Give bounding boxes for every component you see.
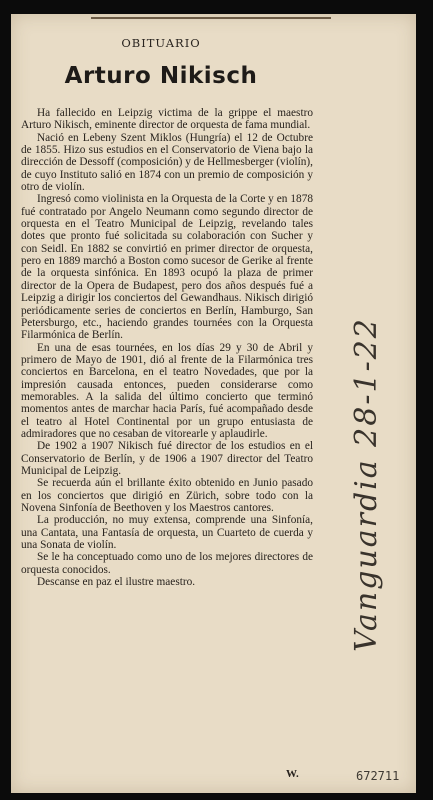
article-title: Arturo Nikisch [64, 63, 258, 89]
paragraph-6: Se recuerda aún el brillante éxito obtenido en Junio pasado en los conciertos que dirigió en Zürich, sobre todo con la Novena Sinfonía de Beethoven y los Maestros cantores. [21, 477, 313, 514]
catalog-number: 672711 [356, 769, 400, 783]
top-rule [91, 17, 331, 19]
handwritten-note-text: Vanguardia 28-1-22 [348, 316, 384, 652]
paragraph-4: En una de esas tournées, en los días 29 y 30 de Abril y primero de Mayo de 1901, dió al frente de la Filarmónica tres conciertos en Barcelona, en el teatro Novedades, que por la impresión causada entonces, pueden considerarse como memorables. A la salida del último concierto que terminó momentos antes de marchar hacia París, fué acompañado desde el teatro al Hotel Continental por un grupo entusiasta de admiradores que no cesaban de vitorearle y aplaudirle. [21, 341, 313, 440]
newspaper-clipping [11, 14, 416, 793]
paragraph-1: Ha fallecido en Leipzig victima de la grippe el maestro Arturo Nikisch, eminente director de orquesta de fama mundial. [21, 107, 313, 132]
paragraph-7: La producción, no muy extensa, comprende una Sinfonía, una Cantata, una Fantasía de orquesta, un Cuarteto de cuerda y una Sonata de violín. [21, 514, 313, 552]
paragraph-5: De 1902 a 1907 Nikisch fué director de los estudios en el Conservatorio de Berlín, y de 1906 a 1907 director del Teatro Municipal de Leipzig. [21, 440, 313, 477]
paragraph-9: Descanse en paz el ilustre maestro. [37, 576, 196, 589]
paragraph-3: Ingresó como violinista en la Orquesta de la Corte y en 1878 fué contratado por Angelo Neumann como segundo director de orquesta en el Teatro Municipal de Leipzig, revelando tales dotes que pronto fué solicitada su colaboración con Sucher y con Seidl. En 1882 se convirtió en primer director de orquesta, pero en 1889 marchó a Boston como sucesor de Gerike al frente de la orquesta sinfónica. En 1893 ocupó la plaza de primer director de la Opera de Budapest, pero dos años después fué a Leipzig a dirigir los conciertos del Gewandhaus. Nikisch dirigió periódicamente series de conciertos en Berlín, Hamburgo, San Petersburgo, etc., haciendo grandes tournées con la Orquesta Filarmónica de Berlín. [21, 193, 313, 342]
handwritten-note [336, 264, 396, 704]
paragraph-2: Nació en Lebeny Szent Miklos (Hungría) el 12 de Octubre de 1855. Hizo sus estudios en el Conservatorio de Viena bajo la dirección de Dessoff (composición) y de Hellmesberger (violín), de cuyo Instituto salió en 1874 con un premio de composición y otro de violín. [21, 131, 313, 194]
article-body [21, 107, 313, 787]
section-label: OBITUARIO [121, 36, 201, 50]
paragraph-8: Se le ha conceptuado como uno de los mejores directores de orquesta conocidos. [21, 551, 313, 576]
author-signature: W. [286, 768, 299, 780]
